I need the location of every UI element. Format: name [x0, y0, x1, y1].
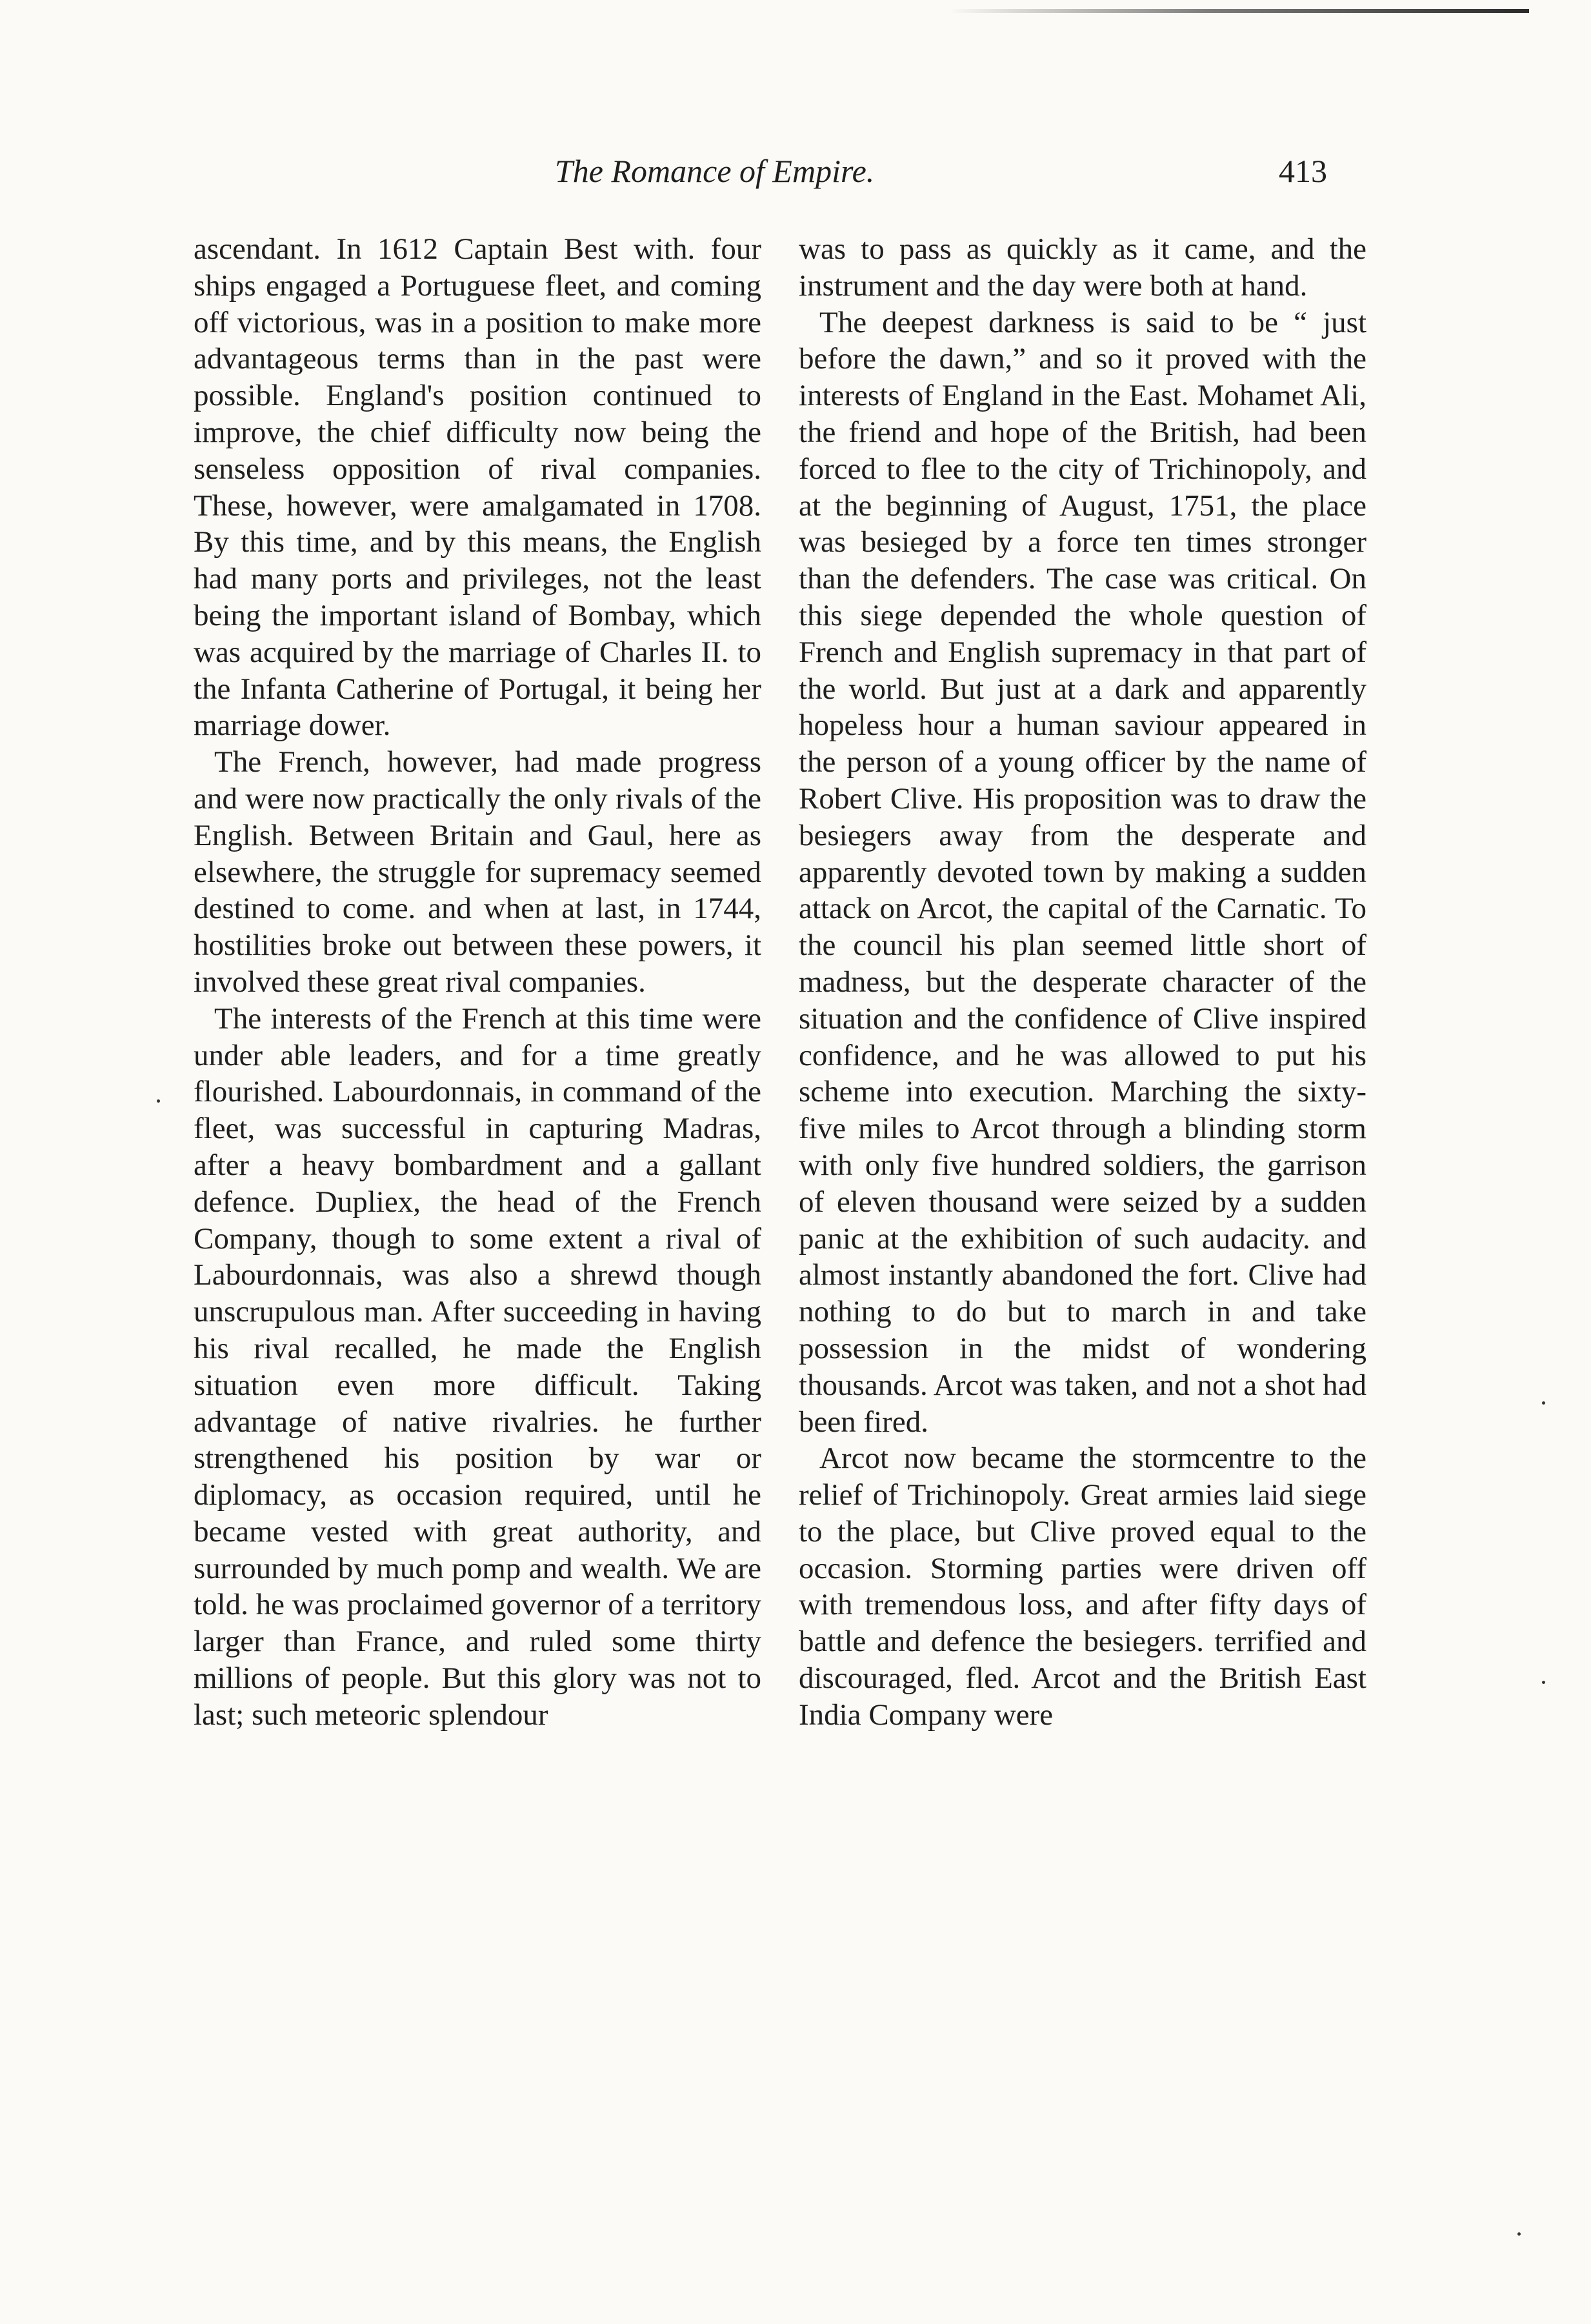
top-rule	[948, 9, 1529, 13]
paragraph: Arcot now became the stormcentre to the relief of Trichinopoly. Great armies laid siege to the place, but Clive proved equal to the occasion. Storming parties were driven off with tremendous loss, and after fifty days of battle and defence the besiegers. terrified and discouraged, fled. Arcot and the British East India Company were	[799, 1441, 1366, 1732]
paragraph: The deepest darkness is said to be “ just before the dawn,” and so it proved with the interests of England in the East. Mohamet Ali, the friend and hope of the British, had been forced to flee to the city of Trichinopoly, and at the beginning of August, 1751, the place was besieged by a force ten times stronger than the defenders. The case was critical. On this siege depended the whole question of French and English supremacy in that part of the world. But just at a dark and apparently hopeless hour a human saviour appeared in the person of a young officer by the name of Robert Clive. His proposition was to draw the besiegers away from the desperate and apparently devoted town by making a sudden attack on Arcot, the capital of the Carnatic. To the council his plan seemed little short of madness, but the desperate character of the situation and the confidence of Clive inspired confidence, and he was allowed to put his scheme into execution. Marching the sixty-five miles to Arcot through a blinding storm with only five hundred soldiers, the garrison of eleven thousand were seized by a sudden panic at the exhibition of such audacity. and almost instantly abandoned the fort. Clive had nothing to do but to march in and take possession in the midst of wondering thousands. Arcot was taken, and not a shot had been fired.	[799, 305, 1366, 1439]
left-column	[194, 231, 761, 1734]
margin-speck	[1542, 1401, 1545, 1405]
right-column	[799, 231, 1366, 1734]
margin-speck	[1517, 2232, 1521, 2236]
running-header	[0, 148, 1591, 194]
margin-speck	[157, 1099, 160, 1103]
page-number: 413	[1279, 153, 1327, 189]
paragraph: ascendant. In 1612 Captain Best with. four ships engaged a Portuguese fleet, and coming off victorious, was in a position to make more advantageous terms than in the past were possible. England's position continued to improve, the chief difficulty now being the senseless opposition of rival companies. These, however, were amalgamated in 1708. By this time, and by this means, the English had many ports and privileges, not the least being the important island of Bombay, which was acquired by the marriage of Charles II. to the Infanta Catherine of Portugal, it being her marriage dower.	[194, 232, 761, 743]
running-title: The Romance of Empire.	[555, 153, 875, 189]
paragraph: was to pass as quickly as it came, and the instrument and the day were both at hand.	[799, 232, 1366, 303]
paragraph: The French, however, had made progress and were now practically the only rivals of the English. Between Britain and Gaul, here as elsewhere, the struggle for supremacy seemed destined to come. and when at last, in 1744, hostilities broke out between these powers, it involved these great rival companies.	[194, 745, 761, 999]
margin-speck	[1542, 1681, 1545, 1684]
paragraph: The interests of the French at this time were under able leaders, and for a time greatly flourished. Labourdonnais, in command of the fleet, was successful in capturing Madras, after a heavy bombardment and a gallant defence. Dupliex, the head of the French Company, though to some extent a rival of Labourdonnais, was also a shrewd though unscrupulous man. After succeeding in having his rival recalled, he made the English situation even more difficult. Taking advantage of native rivalries. he further strengthened his position by war or diplomacy, as occasion required, until he became vested with great authority, and surrounded by much pomp and wealth. We are told. he was proclaimed governor of a territory larger than France, and ruled some thirty millions of people. But this glory was not to last; such meteoric splendour	[194, 1001, 761, 1732]
